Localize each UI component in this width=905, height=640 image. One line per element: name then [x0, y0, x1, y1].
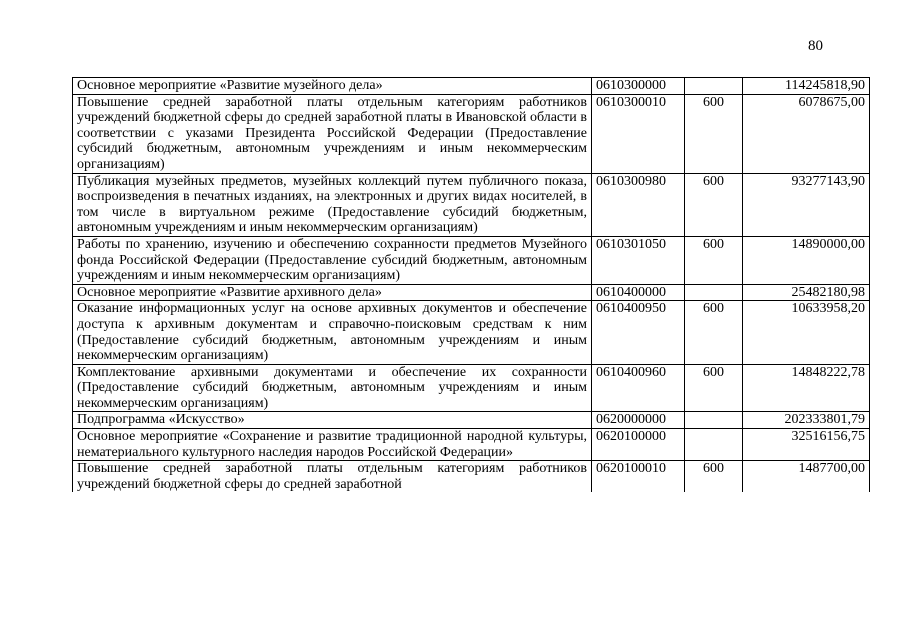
row-sum: 202333801,79: [743, 412, 870, 429]
table-row: [73, 94, 870, 173]
page-number: 80: [808, 38, 823, 54]
row-type: 600: [685, 173, 743, 236]
row-sum: 1487700,00: [743, 461, 870, 493]
row-code: 0610400000: [592, 284, 685, 301]
row-code: 0610400950: [592, 301, 685, 364]
row-name: Комплектование архивными документами и обеспечение их сохранности (Предоставление субсидий бюджетным, автономным учреждениям и иным некоммерческим организациям): [73, 364, 592, 412]
row-type: 600: [685, 236, 743, 284]
row-type: [685, 412, 743, 429]
row-code: 0610300000: [592, 78, 685, 95]
row-sum: 25482180,98: [743, 284, 870, 301]
row-type: [685, 284, 743, 301]
row-name: Повышение средней заработной платы отдельным категориям работников учреждений бюджетной сферы до средней заработной: [73, 461, 592, 493]
row-sum: 32516156,75: [743, 429, 870, 461]
row-name: Подпрограмма «Искусство»: [73, 412, 592, 429]
table-row: [73, 429, 870, 461]
row-sum: 14890000,00: [743, 236, 870, 284]
row-name: Основное мероприятие «Сохранение и развитие традиционной народной культуры, нематериального культурного наследия народов Российской Федерации»: [73, 429, 592, 461]
row-type: [685, 78, 743, 95]
table-row: [73, 301, 870, 364]
table-row: [73, 364, 870, 412]
table-row: [73, 284, 870, 301]
row-type: 600: [685, 461, 743, 493]
row-code: 0610400960: [592, 364, 685, 412]
row-type: [685, 429, 743, 461]
table-row: [73, 461, 870, 493]
row-name: Повышение средней заработной платы отдельным категориям работников учреждений бюджетной сферы до средней заработной платы в Ивановской области в соответствии с указами Президента Российской Федерации (Предоставление субсидий бюджетным, автономным учреждениям и иным некоммерческим организациям): [73, 94, 592, 173]
table-row: [73, 78, 870, 95]
row-sum: 10633958,20: [743, 301, 870, 364]
row-name: Основное мероприятие «Развитие архивного дела»: [73, 284, 592, 301]
budget-table: [72, 77, 870, 492]
row-sum: 93277143,90: [743, 173, 870, 236]
row-code: 0610301050: [592, 236, 685, 284]
table-row: [73, 412, 870, 429]
row-code: 0610300010: [592, 94, 685, 173]
row-name: Работы по хранению, изучению и обеспечению сохранности предметов Музейного фонда Российской Федерации (Предоставление субсидий бюджетным, автономным учреждениям и иным некоммерческим организациям): [73, 236, 592, 284]
row-sum: 6078675,00: [743, 94, 870, 173]
row-name: Основное мероприятие «Развитие музейного дела»: [73, 78, 592, 95]
row-type: 600: [685, 94, 743, 173]
row-code: 0620000000: [592, 412, 685, 429]
row-code: 0620100010: [592, 461, 685, 493]
row-code: 0620100000: [592, 429, 685, 461]
table-row: [73, 236, 870, 284]
row-code: 0610300980: [592, 173, 685, 236]
row-name: Публикация музейных предметов, музейных коллекций путем публичного показа, воспроизведения в печатных изданиях, на электронных и других видах носителей, в том числе в виртуальном режиме (Предоставление субсидий бюджетным, автономным учреждениям и иным некоммерческим организациям): [73, 173, 592, 236]
row-type: 600: [685, 301, 743, 364]
row-type: 600: [685, 364, 743, 412]
row-sum: 14848222,78: [743, 364, 870, 412]
table-row: [73, 173, 870, 236]
row-name: Оказание информационных услуг на основе архивных документов и обеспечение доступа к архивным документам и справочно-поисковым средствам к ним (Предоставление субсидий бюджетным, автономным учреждениям и иным некоммерческим организациям): [73, 301, 592, 364]
row-sum: 114245818,90: [743, 78, 870, 95]
